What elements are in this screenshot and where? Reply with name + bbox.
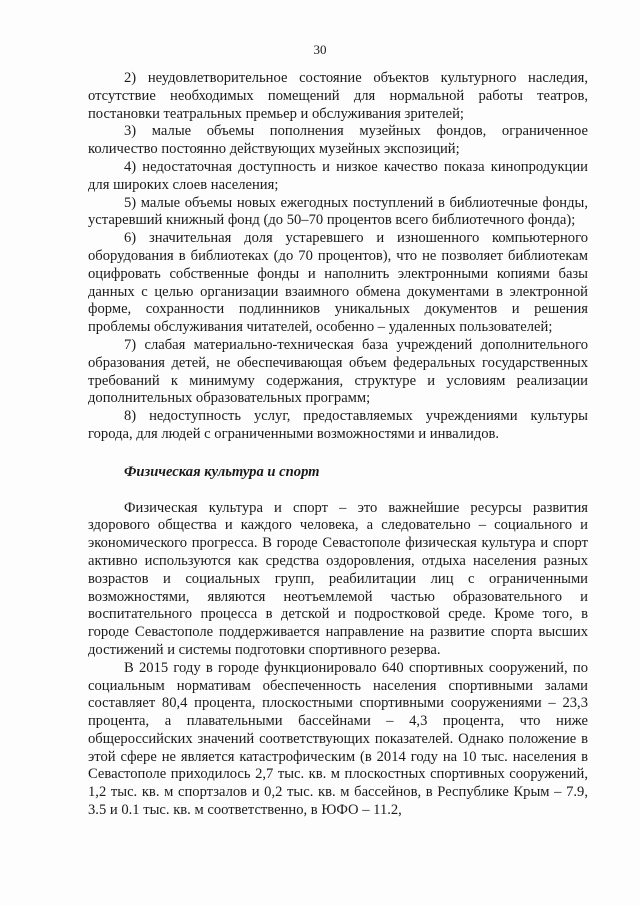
paragraph: Физическая культура и спорт – это важнейшие ресурсы развития здорового общества и каждого человека, а следовательно – социального и экономического прогресса. В городе Севастополе физическая культура и спорт активно используются как средства оздоровления, отдыха населения разных возрастов и социальных групп, реабилитации лиц с ограниченными возможностями, являются неотъемлемой частью образовательного и воспитательного процесса в детской и подростковой среде. Кроме того, в городе Севастополе поддерживается направление на развитие спорта высших достижений и системы подготовки спортивного резерва. [88,499,588,658]
list-item: 8) недоступность услуг, предоставляемых учреждениями культуры города, для людей с ограниченными возможностями и инвалидов. [88,408,588,442]
list-item: 5) малые объемы новых ежегодных поступлений в библиотечные фонды, устаревший книжный фонд (до 50–70 процентов всего библиотечного фонда); [88,194,588,229]
list-item: 3) малые объемы пополнения музейных фондов, ограниченное количество постоянно действующих музейных экспозиций; [88,123,588,158]
page-content [88,70,588,820]
paragraph: В 2015 году в городе функционировало 640 спортивных сооружений, по социальным нормативам обеспеченность населения спортивными залами составляет 80,4 процента, плоскостными спортивными сооружениями – 23,3 процента, а плавательными бассейнами – 4,3 процента, что ниже общероссийских значений соответствующих показателей. Однако положение в этой сфере не является катастрофическим (в 2014 году на 10 тыс. населения в Севастополе приходилось 2,7 тыс. кв. м плоскостных спортивных сооружений, 1,2 тыс. кв. м спортзалов и 0,2 тыс. кв. м бассейнов, в Республике Крым – 7.9, 3.5 и 0.1 тыс. кв. м соответственно, в ЮФО – 11.2, [88,659,588,819]
section-heading: Физическая культура и спорт [124,463,320,480]
page-number: 30 [313,42,327,57]
list-item: 7) слабая материально-техническая база учреждений дополнительного образования детей, не обеспечивающая объем федеральных государственных требований к минимуму содержания, структуре и условиям реализации дополнительных образовательных программ; [88,336,588,407]
list-item: 6) значительная доля устаревшего и изношенного компьютерного оборудования в библиотеках (до 70 процентов), что не позволяет библиотекам оцифровать собственные фонды и наполнить электронными копиями базы данных с целью организации взаимного обмена документами в электронной форме, сохранности подлинников уникальных документов и решения проблемы обслуживания читателей, особенно – удаленных пользователей; [88,230,588,336]
list-item: 4) недостаточная доступность и низкое качество показа кинопродукции для широких слоев населения; [88,158,588,193]
list-item: 2) неудовлетворительное состояние объектов культурного наследия, отсутствие необходимых помещений для нормальной работы театров, постановки театральных премьер и обслуживания зрителей; [88,70,588,122]
